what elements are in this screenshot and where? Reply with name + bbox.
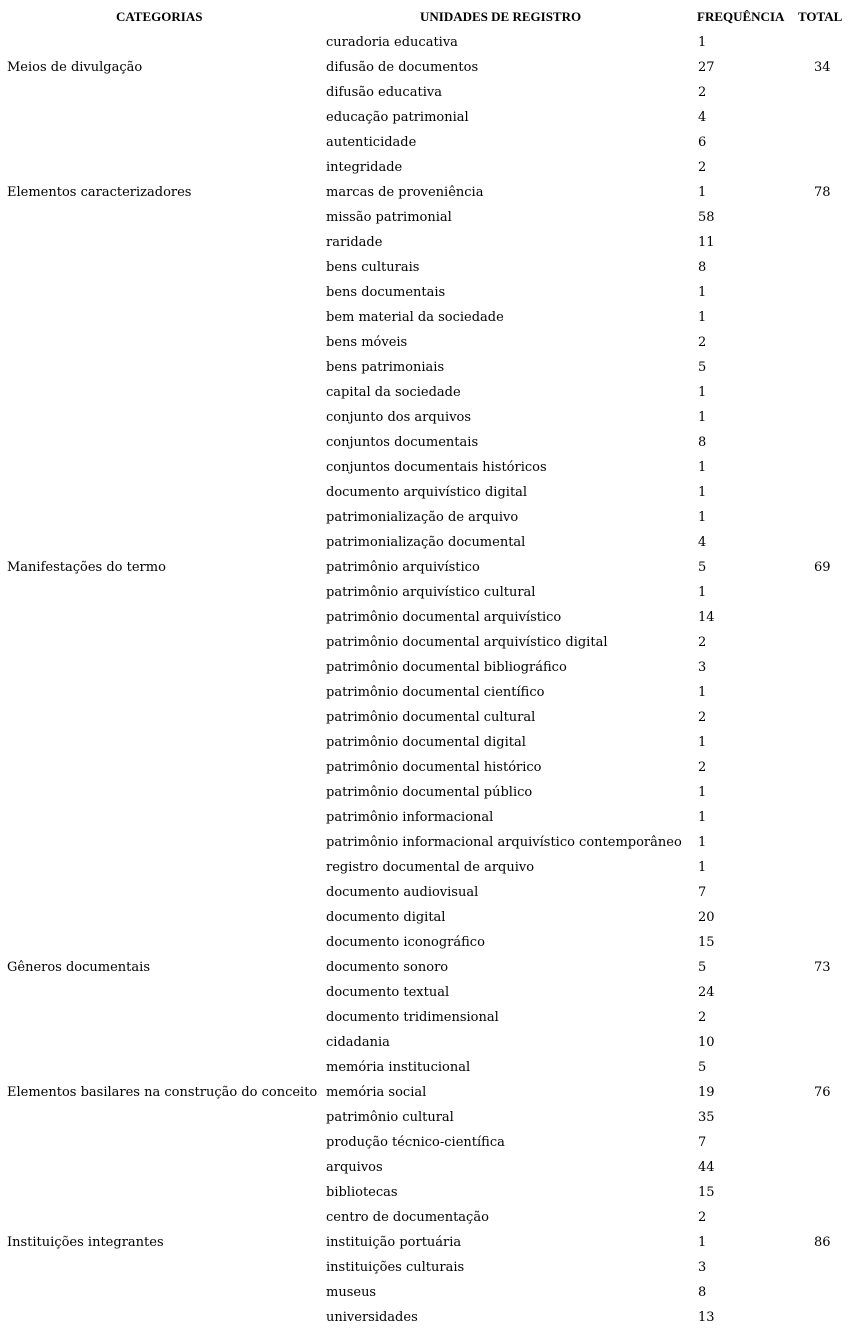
unit-cell: bens móveis xyxy=(326,335,408,350)
unit-cell: documento tridimensional xyxy=(326,1010,499,1025)
unit-cell: conjunto dos arquivos xyxy=(326,410,472,425)
unit-cell: museus xyxy=(326,1285,377,1300)
table-row xyxy=(0,955,856,980)
frequency-cell: 2 xyxy=(698,1210,707,1225)
table-row xyxy=(0,30,856,55)
unit-cell: documento audiovisual xyxy=(326,885,479,900)
unit-cell: arquivos xyxy=(326,1160,383,1175)
table-row xyxy=(0,1080,856,1105)
unit-cell: raridade xyxy=(326,235,383,250)
table-row xyxy=(0,1005,856,1030)
frequency-cell: 1 xyxy=(698,835,707,850)
frequency-cell: 1 xyxy=(698,510,707,525)
frequency-cell: 13 xyxy=(698,1310,715,1325)
table-row xyxy=(0,1255,856,1280)
table-row xyxy=(0,1130,856,1155)
table-row xyxy=(0,905,856,930)
unit-cell: patrimônio documental digital xyxy=(326,735,526,750)
unit-cell: produção técnico-científica xyxy=(326,1135,505,1150)
table-row xyxy=(0,1055,856,1080)
table-row xyxy=(0,380,856,405)
table-row xyxy=(0,430,856,455)
frequency-cell: 1 xyxy=(698,810,707,825)
unit-cell: autenticidade xyxy=(326,135,417,150)
frequency-cell: 2 xyxy=(698,160,707,175)
table-row xyxy=(0,930,856,955)
unit-cell: patrimônio documental bibliográfico xyxy=(326,660,567,675)
table-row xyxy=(0,555,856,580)
table-row xyxy=(0,255,856,280)
unit-cell: documento textual xyxy=(326,985,450,1000)
table-row xyxy=(0,880,856,905)
table-row xyxy=(0,280,856,305)
unit-cell: patrimônio arquivístico cultural xyxy=(326,585,536,600)
category-cell: Elementos basilares na construção do conceito xyxy=(7,1085,318,1100)
frequency-cell: 1 xyxy=(698,860,707,875)
header-categorias: CATEGORIAS xyxy=(116,9,203,24)
table-row xyxy=(0,230,856,255)
frequency-cell: 1 xyxy=(698,585,707,600)
frequency-cell: 5 xyxy=(698,960,707,975)
frequency-cell: 35 xyxy=(698,1110,715,1125)
table-row xyxy=(0,680,856,705)
table-row xyxy=(0,155,856,180)
frequency-cell: 2 xyxy=(698,1010,707,1025)
frequency-cell: 5 xyxy=(698,1060,707,1075)
frequency-cell: 58 xyxy=(698,210,715,225)
frequency-cell: 1 xyxy=(698,35,707,50)
total-cell: 73 xyxy=(814,960,831,975)
unit-cell: documento arquivístico digital xyxy=(326,485,528,500)
unit-cell: instituição portuária xyxy=(326,1235,462,1250)
frequency-cell: 3 xyxy=(698,1260,707,1275)
table-row xyxy=(0,205,856,230)
table-row xyxy=(0,305,856,330)
frequency-cell: 1 xyxy=(698,310,707,325)
table-row xyxy=(0,1155,856,1180)
table-row xyxy=(0,55,856,80)
unit-cell: conjuntos documentais xyxy=(326,435,479,450)
total-cell: 34 xyxy=(814,60,831,75)
table-row xyxy=(0,505,856,530)
table-row xyxy=(0,1305,856,1330)
category-cell: Manifestações do termo xyxy=(7,560,166,575)
unit-cell: bem material da sociedade xyxy=(326,310,504,325)
table-row xyxy=(0,330,856,355)
unit-cell: difusão educativa xyxy=(326,85,442,100)
table-row xyxy=(0,180,856,205)
table-row xyxy=(0,105,856,130)
table-row xyxy=(0,455,856,480)
frequency-cell: 2 xyxy=(698,760,707,775)
frequency-cell: 1 xyxy=(698,410,707,425)
unit-cell: educação patrimonial xyxy=(326,110,469,125)
table-row xyxy=(0,830,856,855)
frequency-cell: 15 xyxy=(698,1185,715,1200)
frequency-cell: 1 xyxy=(698,185,707,200)
frequency-cell: 7 xyxy=(698,1135,707,1150)
unit-cell: documento sonoro xyxy=(326,960,449,975)
frequency-cell: 14 xyxy=(698,610,715,625)
frequency-cell: 2 xyxy=(698,635,707,650)
frequency-cell: 4 xyxy=(698,535,707,550)
unit-cell: cidadania xyxy=(326,1035,390,1050)
table-row xyxy=(0,605,856,630)
frequency-cell: 8 xyxy=(698,1285,707,1300)
total-cell: 76 xyxy=(814,1085,831,1100)
unit-cell: patrimônio cultural xyxy=(326,1110,454,1125)
frequency-cell: 5 xyxy=(698,360,707,375)
frequency-cell: 5 xyxy=(698,560,707,575)
unit-cell: documento digital xyxy=(326,910,446,925)
table-row xyxy=(0,530,856,555)
frequency-cell: 10 xyxy=(698,1035,715,1050)
unit-cell: patrimônio arquivístico xyxy=(326,560,480,575)
table-row xyxy=(0,480,856,505)
unit-cell: patrimônio documental científico xyxy=(326,685,545,700)
unit-cell: patrimônio informacional xyxy=(326,810,494,825)
frequency-cell: 1 xyxy=(698,485,707,500)
frequency-cell: 27 xyxy=(698,60,715,75)
frequency-cell: 44 xyxy=(698,1160,715,1175)
table-row xyxy=(0,1180,856,1205)
unit-cell: memória institucional xyxy=(326,1060,471,1075)
unit-cell: capital da sociedade xyxy=(326,385,461,400)
table-row xyxy=(0,80,856,105)
frequency-cell: 1 xyxy=(698,460,707,475)
unit-cell: difusão de documentos xyxy=(326,60,479,75)
table-row xyxy=(0,855,856,880)
frequency-cell: 8 xyxy=(698,435,707,450)
unit-cell: documento iconográfico xyxy=(326,935,485,950)
frequency-cell: 19 xyxy=(698,1085,715,1100)
table-row xyxy=(0,1230,856,1255)
frequency-cell: 11 xyxy=(698,235,715,250)
frequency-cell: 2 xyxy=(698,85,707,100)
unit-cell: patrimonialização documental xyxy=(326,535,526,550)
category-cell: Instituições integrantes xyxy=(7,1235,164,1250)
table-row xyxy=(0,405,856,430)
unit-cell: registro documental de arquivo xyxy=(326,860,535,875)
table-row xyxy=(0,980,856,1005)
unit-cell: bens documentais xyxy=(326,285,446,300)
frequency-cell: 1 xyxy=(698,285,707,300)
header-total: TOTAL xyxy=(798,9,843,24)
unit-cell: patrimonialização de arquivo xyxy=(326,510,519,525)
frequency-cell: 4 xyxy=(698,110,707,125)
unit-cell: bens culturais xyxy=(326,260,420,275)
unit-cell: patrimônio documental histórico xyxy=(326,760,542,775)
category-cell: Meios de divulgação xyxy=(7,60,143,75)
category-cell: Elementos caracterizadores xyxy=(7,185,192,200)
frequency-cell: 1 xyxy=(698,685,707,700)
total-cell: 78 xyxy=(814,185,831,200)
unit-cell: instituições culturais xyxy=(326,1260,465,1275)
frequency-cell: 24 xyxy=(698,985,715,1000)
table-row xyxy=(0,805,856,830)
table-row xyxy=(0,1105,856,1130)
table-row xyxy=(0,1280,856,1305)
unit-cell: bibliotecas xyxy=(326,1185,398,1200)
category-cell: Gêneros documentais xyxy=(7,960,150,975)
header-frequencia: FREQUÊNCIA xyxy=(697,9,785,24)
unit-cell: centro de documentação xyxy=(326,1210,489,1225)
unit-cell: universidades xyxy=(326,1310,418,1325)
table-row xyxy=(0,630,856,655)
unit-cell: patrimônio documental público xyxy=(326,785,533,800)
table-row xyxy=(0,655,856,680)
frequency-cell: 7 xyxy=(698,885,707,900)
table-row xyxy=(0,755,856,780)
unit-cell: marcas de proveniência xyxy=(326,185,484,200)
frequency-cell: 1 xyxy=(698,785,707,800)
unit-cell: integridade xyxy=(326,160,403,175)
frequency-cell: 1 xyxy=(698,385,707,400)
frequency-cell: 15 xyxy=(698,935,715,950)
unit-cell: curadoria educativa xyxy=(326,35,458,50)
table-row xyxy=(0,580,856,605)
frequency-cell: 1 xyxy=(698,1235,707,1250)
header-unidades-de-registro: UNIDADES DE REGISTRO xyxy=(420,9,582,24)
frequency-cell: 3 xyxy=(698,660,707,675)
unit-cell: patrimônio documental cultural xyxy=(326,710,536,725)
total-cell: 86 xyxy=(814,1235,831,1250)
unit-cell: patrimônio documental arquivístico xyxy=(326,610,562,625)
frequency-cell: 2 xyxy=(698,710,707,725)
frequency-cell: 2 xyxy=(698,335,707,350)
frequency-cell: 1 xyxy=(698,735,707,750)
frequency-cell: 8 xyxy=(698,260,707,275)
table-row xyxy=(0,705,856,730)
table-row xyxy=(0,730,856,755)
unit-cell: missão patrimonial xyxy=(326,210,452,225)
table-row xyxy=(0,1205,856,1230)
table-row xyxy=(0,780,856,805)
table-body xyxy=(0,30,856,1330)
total-cell: 69 xyxy=(814,560,831,575)
table-row xyxy=(0,130,856,155)
unit-cell: memória social xyxy=(326,1085,427,1100)
unit-cell: bens patrimoniais xyxy=(326,360,445,375)
unit-cell: patrimônio informacional arquivístico contemporâneo xyxy=(326,835,682,850)
frequency-cell: 20 xyxy=(698,910,715,925)
frequency-cell: 6 xyxy=(698,135,707,150)
table-row xyxy=(0,355,856,380)
unit-cell: conjuntos documentais históricos xyxy=(326,460,547,475)
table-row xyxy=(0,1030,856,1055)
unit-cell: patrimônio documental arquivístico digital xyxy=(326,635,608,650)
